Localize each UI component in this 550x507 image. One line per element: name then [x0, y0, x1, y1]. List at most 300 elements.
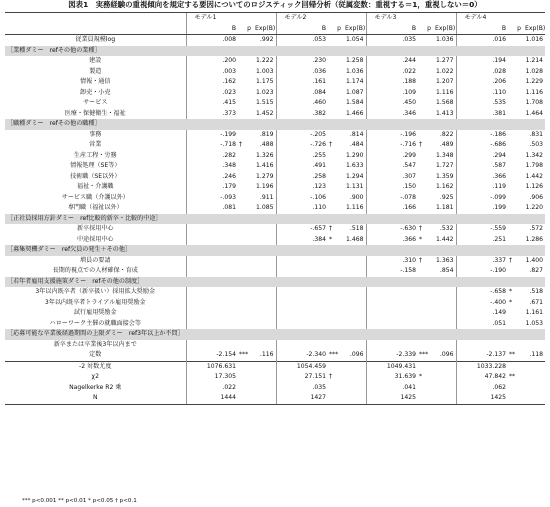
significance-cell — [418, 182, 433, 193]
fit-value-cell: .062 — [456, 383, 508, 394]
significance-cell — [238, 224, 253, 235]
significance-cell — [238, 308, 253, 319]
table-row — [5, 130, 545, 141]
table-row — [5, 298, 545, 309]
row-label: サービス — [83, 99, 108, 107]
exp-b-cell: .096 — [439, 351, 454, 359]
coef-b-cell: -.559 — [456, 224, 508, 235]
model-label: モデル3 — [366, 13, 456, 24]
empty-cell — [253, 393, 276, 404]
row-label: 事務 — [89, 130, 102, 138]
coef-b-cell: .310 — [366, 256, 418, 267]
significance-cell: † — [239, 141, 243, 149]
significance-cell — [328, 308, 343, 319]
significance-cell — [418, 77, 433, 88]
row-label: ハローワーク主催の就職面接会等 — [49, 319, 141, 327]
exp-b-cell: 1.633 — [346, 162, 364, 170]
fit-significance-cell — [238, 372, 253, 383]
empty-cell — [523, 393, 545, 404]
corner-cell — [5, 24, 186, 35]
coef-b-cell: -.686 — [456, 140, 508, 151]
col-header-expb: Exp(B) — [253, 24, 276, 35]
exp-b-cell — [343, 298, 366, 309]
exp-b-cell: 1.258 — [346, 57, 364, 65]
significance-cell — [508, 172, 523, 183]
exp-b-cell: 1.468 — [346, 235, 364, 243]
row-label: サービス職（介護以外） — [61, 193, 129, 201]
coef-b-cell: -2.137 — [456, 350, 508, 361]
significance-cell — [238, 151, 253, 162]
row-label: 定数 — [89, 351, 102, 359]
exp-b-cell: 1.413 — [436, 109, 454, 117]
empty-cell — [343, 372, 366, 383]
table-row — [5, 151, 545, 162]
exp-b-cell: 1.214 — [525, 57, 544, 65]
exp-b-cell: 1.442 — [436, 235, 454, 243]
exp-b-cell: .532 — [439, 225, 454, 233]
table-row — [5, 203, 545, 214]
coef-b-cell: .110 — [456, 88, 508, 99]
col-header-p: p — [418, 24, 433, 35]
section-label: ［職種ダミー refその他の職種］ — [5, 119, 545, 130]
col-header-expb: Exp(B) — [343, 24, 366, 35]
exp-b-cell: 1.003 — [256, 67, 274, 75]
significance-cell — [328, 266, 343, 277]
exp-b-cell: 1.416 — [256, 162, 274, 170]
significance-cell — [328, 319, 343, 330]
exp-b-cell: 1.290 — [346, 151, 364, 159]
exp-b-cell: 1.342 — [525, 151, 544, 159]
significance-cell — [328, 182, 343, 193]
coef-b-cell — [366, 308, 418, 319]
coef-b-cell — [276, 340, 328, 351]
exp-b-cell: .671 — [529, 298, 544, 306]
fit-significance-cell — [328, 361, 343, 372]
empty-cell — [433, 393, 456, 404]
row-label: 試行雇用奨励金 — [73, 309, 117, 317]
significance-cell: ** — [509, 351, 516, 359]
coef-b-cell: -.716 — [366, 140, 418, 151]
significance-cell: *** — [329, 351, 339, 359]
significance-cell — [238, 130, 253, 141]
exp-b-cell — [433, 298, 456, 309]
exp-b-cell — [343, 340, 366, 351]
section-row — [5, 329, 545, 340]
significance-cell — [508, 203, 523, 214]
significance-cell: * — [419, 235, 423, 243]
significance-cell: * — [329, 235, 333, 243]
significance-cell — [328, 287, 343, 298]
coef-b-cell: .110 — [276, 203, 328, 214]
exp-b-cell: 1.175 — [256, 78, 274, 86]
coef-b-cell — [276, 298, 328, 309]
table-row — [5, 67, 545, 78]
empty-cell — [253, 361, 276, 372]
significance-cell: † — [509, 256, 513, 264]
coef-b-cell: -.630 — [366, 224, 418, 235]
fit-value-cell: 1076.631 — [186, 361, 238, 372]
fit-significance-cell: † — [329, 373, 333, 381]
significance-cell: † — [329, 141, 333, 149]
section-label: ［若年者雇用支援施策ダミー refその他の制度］ — [5, 277, 545, 288]
table-row — [5, 224, 545, 235]
exp-b-cell: 1.181 — [436, 204, 454, 212]
coef-b-cell: .162 — [186, 77, 238, 88]
col-header-b: B — [186, 24, 238, 35]
exp-b-cell — [343, 287, 366, 298]
significance-cell: † — [329, 225, 333, 233]
coef-b-cell: .023 — [186, 88, 238, 99]
exp-b-cell: 1.515 — [256, 99, 274, 107]
corner-cell — [5, 13, 186, 24]
fit-value-cell: 17.305 — [186, 372, 238, 383]
coef-b-cell: .230 — [276, 56, 328, 67]
coef-b-cell: .016 — [456, 35, 508, 46]
row-label: 情報・通信 — [80, 78, 111, 86]
exp-b-cell: .822 — [439, 130, 454, 138]
coef-b-cell: .255 — [276, 151, 328, 162]
coef-b-cell: .003 — [186, 67, 238, 78]
coef-b-cell: -.205 — [276, 130, 328, 141]
coef-b-cell: .036 — [276, 67, 328, 78]
exp-b-cell: 1.326 — [256, 151, 274, 159]
exp-b-cell: 1.207 — [436, 78, 454, 86]
row-label: 従業員規模log — [75, 36, 116, 44]
coef-b-cell: -.196 — [366, 130, 418, 141]
significance-cell — [238, 287, 253, 298]
significance-cell — [418, 56, 433, 67]
coef-b-cell: .244 — [366, 56, 418, 67]
col-header-p: p — [328, 24, 343, 35]
coef-b-cell: .337 — [456, 256, 508, 267]
fit-label: N — [5, 393, 186, 404]
empty-cell — [343, 393, 366, 404]
significance-cell — [508, 140, 523, 151]
significance-cell — [238, 56, 253, 67]
coef-b-cell: .381 — [456, 109, 508, 120]
coef-b-cell: -.199 — [186, 130, 238, 141]
section-label: ［募集契機ダミー ref欠員の発生＋その他］ — [5, 245, 545, 256]
significance-cell — [418, 308, 433, 319]
empty-cell — [523, 383, 545, 394]
coef-b-cell: -2.340 — [276, 350, 328, 361]
table-row — [5, 256, 545, 267]
exp-b-cell: 1.279 — [256, 172, 274, 180]
row-label: 専門職（福祉以外） — [67, 204, 123, 212]
exp-b-cell: 1.286 — [525, 235, 544, 243]
significance-cell: * — [509, 298, 513, 306]
coef-b-cell: .373 — [186, 109, 238, 120]
table-row — [5, 319, 545, 330]
significance-cell — [238, 182, 253, 193]
significance-cell — [328, 98, 343, 109]
col-header-p: p — [508, 24, 523, 35]
exp-b-cell: 1.363 — [436, 256, 454, 264]
coef-b-cell: .022 — [366, 67, 418, 78]
fit-value-cell: 1427 — [276, 393, 328, 404]
exp-b-cell: .488 — [259, 141, 274, 149]
coef-b-cell: .109 — [366, 88, 418, 99]
significance-cell — [328, 256, 343, 267]
exp-b-cell: .992 — [259, 36, 274, 44]
empty-cell — [433, 361, 456, 372]
significance-cell — [508, 88, 523, 99]
significance-cell — [418, 35, 433, 46]
significance-cell — [328, 203, 343, 214]
row-label: 営業 — [89, 141, 102, 149]
row-label: 技術職（SE以外） — [70, 172, 121, 180]
fit-label: χ2 — [91, 373, 99, 381]
coef-b-cell: .307 — [366, 172, 418, 183]
significance-cell — [418, 266, 433, 277]
table-row — [5, 98, 545, 109]
significance-cell — [508, 319, 523, 330]
row-label: 生産工程・労務 — [73, 151, 117, 159]
coef-b-cell — [186, 256, 238, 267]
fit-label: Nagelkerke R2 乗 — [69, 383, 122, 391]
exp-b-cell: 1.222 — [256, 57, 274, 65]
significance-cell: † — [419, 225, 423, 233]
row-label: 長期的視点での人材確保・育成 — [52, 267, 138, 275]
column-header-row — [5, 24, 545, 35]
col-header-expb: Exp(B) — [523, 24, 545, 35]
exp-b-cell: 1.022 — [436, 67, 454, 75]
significance-cell — [418, 67, 433, 78]
exp-b-cell — [433, 340, 456, 351]
coef-b-cell: .491 — [276, 161, 328, 172]
exp-b-cell: .827 — [529, 267, 544, 275]
exp-b-cell: 1.196 — [256, 183, 274, 191]
significance-cell — [238, 109, 253, 120]
empty-cell — [433, 372, 456, 383]
fit-significance-cell — [238, 393, 253, 404]
coef-b-cell: -.093 — [186, 193, 238, 204]
fit-significance-cell — [238, 383, 253, 394]
coef-b-cell: .119 — [456, 182, 508, 193]
exp-b-cell — [253, 224, 276, 235]
significance-cell — [238, 319, 253, 330]
fit-value-cell: .022 — [186, 383, 238, 394]
fit-significance-cell — [238, 361, 253, 372]
significance-cell — [418, 298, 433, 309]
significance-cell — [238, 161, 253, 172]
coef-b-cell — [366, 319, 418, 330]
coef-b-cell — [186, 266, 238, 277]
fit-value-cell: 1425 — [366, 393, 418, 404]
significance-cell — [508, 56, 523, 67]
fit-value-cell: 47.842 — [456, 372, 508, 383]
table-row — [5, 161, 545, 172]
fit-value-cell: 1033.228 — [456, 361, 508, 372]
exp-b-cell: 1.085 — [256, 204, 274, 212]
significance-cell — [508, 67, 523, 78]
fit-value-cell: 1049.431 — [366, 361, 418, 372]
exp-b-cell: 1.452 — [256, 109, 274, 117]
fit-significance-cell — [418, 361, 433, 372]
fit-significance-cell — [418, 383, 433, 394]
significance-cell — [238, 77, 253, 88]
significance-cell — [328, 193, 343, 204]
coef-b-cell — [186, 224, 238, 235]
significance-cell — [508, 235, 523, 246]
fit-significance-cell — [508, 383, 523, 394]
coef-b-cell — [456, 340, 508, 351]
exp-b-cell: 1.028 — [525, 67, 544, 75]
exp-b-cell: 1.798 — [525, 162, 544, 170]
coef-b-cell: .149 — [456, 308, 508, 319]
exp-b-cell — [253, 340, 276, 351]
exp-b-cell: 1.126 — [525, 183, 544, 191]
col-header-p: p — [238, 24, 253, 35]
row-label: 3年以内既卒者（新卒扱い）採用拡大奨励金 — [35, 288, 156, 296]
fit-significance-cell: * — [419, 373, 423, 381]
significance-cell: * — [509, 288, 513, 296]
col-header-expb: Exp(B) — [433, 24, 456, 35]
coef-b-cell: -.400 — [456, 298, 508, 309]
exp-b-cell — [253, 319, 276, 330]
fit-significance-cell — [418, 393, 433, 404]
exp-b-cell: 1.277 — [436, 57, 454, 65]
significance-cell — [418, 287, 433, 298]
fit-value-cell: 1444 — [186, 393, 238, 404]
exp-b-cell: 1.174 — [346, 78, 364, 86]
exp-b-cell: 1.023 — [256, 88, 274, 96]
exp-b-cell: 1.016 — [525, 36, 544, 44]
coef-b-cell — [276, 319, 328, 330]
exp-b-cell: 1.294 — [346, 172, 364, 180]
coef-b-cell: .535 — [456, 98, 508, 109]
significance-cell — [328, 340, 343, 351]
coef-b-cell: .051 — [456, 319, 508, 330]
coef-b-cell — [276, 308, 328, 319]
significance-cell — [328, 130, 343, 141]
exp-b-cell: .854 — [439, 267, 454, 275]
exp-b-cell: 1.442 — [525, 172, 544, 180]
coef-b-cell: .366 — [366, 235, 418, 246]
coef-b-cell: .384 — [276, 235, 328, 246]
coef-b-cell: .028 — [456, 67, 508, 78]
fit-significance-cell — [328, 393, 343, 404]
row-label: 医療・保健衛生・福祉 — [64, 109, 126, 117]
exp-b-cell: 1.348 — [436, 151, 454, 159]
coef-b-cell — [366, 287, 418, 298]
fit-row — [5, 372, 545, 383]
significance-cell — [238, 67, 253, 78]
significance-cell — [508, 182, 523, 193]
exp-b-cell: .900 — [349, 193, 364, 201]
table-row — [5, 235, 545, 246]
fit-significance-cell: ** — [509, 373, 516, 381]
coef-b-cell: -.718 — [186, 140, 238, 151]
significance-cell — [508, 151, 523, 162]
coef-b-cell: .035 — [366, 35, 418, 46]
coef-b-cell: .450 — [366, 98, 418, 109]
significance-cell — [508, 224, 523, 235]
coef-b-cell: .166 — [366, 203, 418, 214]
section-row — [5, 119, 545, 130]
coef-b-cell: -.190 — [456, 266, 508, 277]
exp-b-cell: .484 — [349, 141, 364, 149]
exp-b-cell — [433, 308, 456, 319]
exp-b-cell: .814 — [349, 130, 364, 138]
coef-b-cell: .346 — [366, 109, 418, 120]
coef-b-cell — [366, 340, 418, 351]
coef-b-cell — [186, 298, 238, 309]
model-label: モデル4 — [456, 13, 545, 24]
table-row — [5, 35, 545, 46]
significance-cell — [418, 130, 433, 141]
coef-b-cell: .587 — [456, 161, 508, 172]
exp-b-cell: 1.466 — [346, 109, 364, 117]
coef-b-cell: .547 — [366, 161, 418, 172]
significance-cell — [508, 35, 523, 46]
model-label: モデル1 — [186, 13, 276, 24]
coef-b-cell: .123 — [276, 182, 328, 193]
significance-cell — [328, 67, 343, 78]
significance-cell — [238, 193, 253, 204]
table-row — [5, 140, 545, 151]
significance-cell — [238, 203, 253, 214]
exp-b-cell: 1.162 — [436, 183, 454, 191]
exp-b-cell: .819 — [259, 130, 274, 138]
row-label: 建設 — [89, 57, 102, 65]
coef-b-cell: .251 — [456, 235, 508, 246]
coef-b-cell: .194 — [456, 56, 508, 67]
coef-b-cell: .053 — [276, 35, 328, 46]
empty-cell — [253, 383, 276, 394]
fit-significance-cell — [328, 383, 343, 394]
coef-b-cell: .161 — [276, 77, 328, 88]
exp-b-cell: .518 — [529, 288, 544, 296]
empty-cell — [523, 372, 545, 383]
fit-value-cell: 1425 — [456, 393, 508, 404]
section-label: ［正社員採用方針ダミー ref比較的新卒・比較的中途］ — [5, 214, 545, 225]
exp-b-cell: 1.708 — [525, 99, 544, 107]
significance-cell — [238, 256, 253, 267]
model-header-row — [5, 13, 545, 24]
exp-b-cell — [343, 308, 366, 319]
exp-b-cell: 1.054 — [346, 36, 364, 44]
coef-b-cell: .081 — [186, 203, 238, 214]
coef-b-cell: .382 — [276, 109, 328, 120]
exp-b-cell — [253, 287, 276, 298]
empty-cell — [253, 372, 276, 383]
row-label: 情報処理（SE等） — [70, 162, 121, 170]
fit-row — [5, 361, 545, 372]
significance-cell — [418, 109, 433, 120]
table-row — [5, 77, 545, 88]
section-row — [5, 277, 545, 288]
coef-b-cell: .199 — [456, 203, 508, 214]
significance-cell — [418, 151, 433, 162]
exp-b-cell — [253, 298, 276, 309]
table-row — [5, 182, 545, 193]
significance-cell — [508, 77, 523, 88]
fit-value-cell: 31.639 — [366, 372, 418, 383]
table-row — [5, 109, 545, 120]
exp-b-cell — [343, 256, 366, 267]
exp-b-cell — [253, 266, 276, 277]
empty-cell — [523, 361, 545, 372]
coef-b-cell — [186, 319, 238, 330]
col-header-b: B — [366, 24, 418, 35]
significance-cell — [238, 172, 253, 183]
exp-b-cell: 1.116 — [346, 204, 364, 212]
exp-b-cell: 1.116 — [436, 88, 454, 96]
coef-b-cell: -2.154 — [186, 350, 238, 361]
exp-b-cell — [343, 266, 366, 277]
section-row — [5, 214, 545, 225]
